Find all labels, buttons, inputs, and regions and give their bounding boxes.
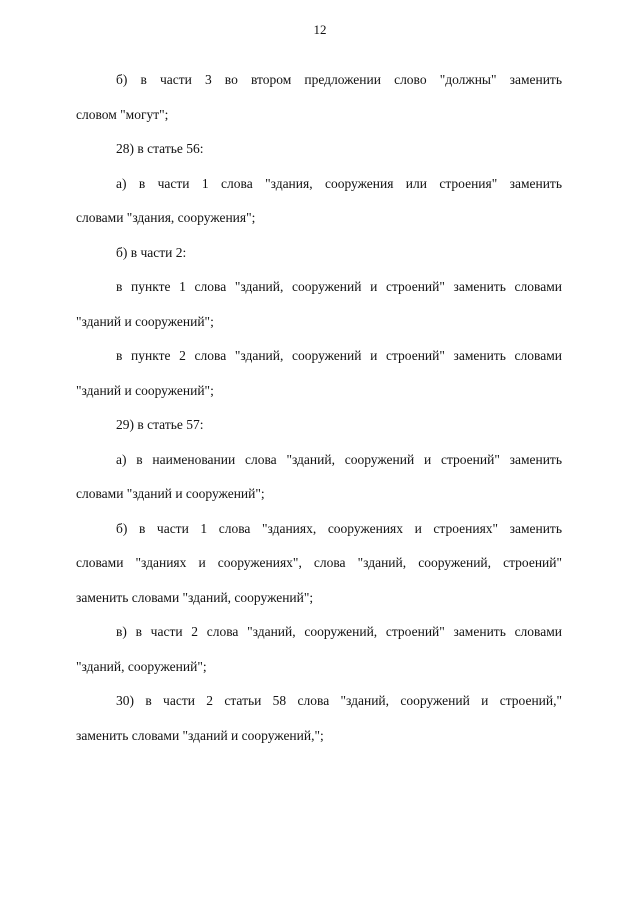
text-line: 29) в статье 57:	[116, 417, 204, 432]
text-line: в) в части 2 слова "зданий, сооружений, строений" заменить словами	[116, 624, 562, 639]
paragraph-a-title	[76, 443, 562, 512]
text-line: словом "могут";	[76, 106, 169, 122]
paragraph-item-28	[76, 132, 562, 167]
paragraph-item-30	[76, 684, 562, 753]
document-body	[76, 63, 562, 753]
text-line: заменить словами "зданий и сооружений,";	[76, 727, 324, 743]
paragraph-item-29	[76, 408, 562, 443]
text-line: б) в части 1 слова "зданиях, сооружениях и строениях" заменить	[116, 520, 562, 536]
text-line: 28) в статье 56:	[116, 141, 204, 156]
paragraph-point-2	[76, 339, 562, 408]
text-line: "зданий и сооружений";	[76, 313, 214, 329]
paragraph-a-part-1	[76, 167, 562, 236]
text-line: а) в части 1 слова "здания, сооружения или строения" заменить	[116, 175, 562, 191]
paragraph-point-1	[76, 270, 562, 339]
text-line: б) в части 2:	[116, 244, 187, 260]
text-line: словами "зданиях и сооружениях", слова "зданий, сооружений, строений"	[76, 555, 562, 570]
paragraph-v-part-2	[76, 615, 562, 684]
text-line: словами "зданий и сооружений";	[76, 486, 265, 501]
page-number: 12	[313, 22, 327, 37]
text-line: в пункте 2 слова "зданий, сооружений и строений" заменить словами	[116, 348, 562, 363]
text-line: заменить словами "зданий, сооружений";	[76, 589, 314, 605]
text-line: 30) в части 2 статьи 58 слова "зданий, сооружений и строений,"	[116, 693, 562, 708]
text-line: а) в наименовании слова "зданий, сооружений и строений" заменить	[116, 451, 562, 467]
paragraph-b-part-3	[76, 63, 562, 132]
text-line: б) в части 3 во втором предложении слово "должны" заменить	[116, 72, 562, 87]
text-line: словами "здания, сооружения";	[76, 210, 256, 225]
text-line: "зданий, сооружений";	[76, 658, 207, 674]
paragraph-b-part-2	[76, 236, 562, 271]
text-line: "зданий и сооружений";	[76, 382, 214, 398]
paragraph-b-part-1	[76, 512, 562, 616]
text-line: в пункте 1 слова "зданий, сооружений и строений" заменить словами	[116, 279, 562, 294]
